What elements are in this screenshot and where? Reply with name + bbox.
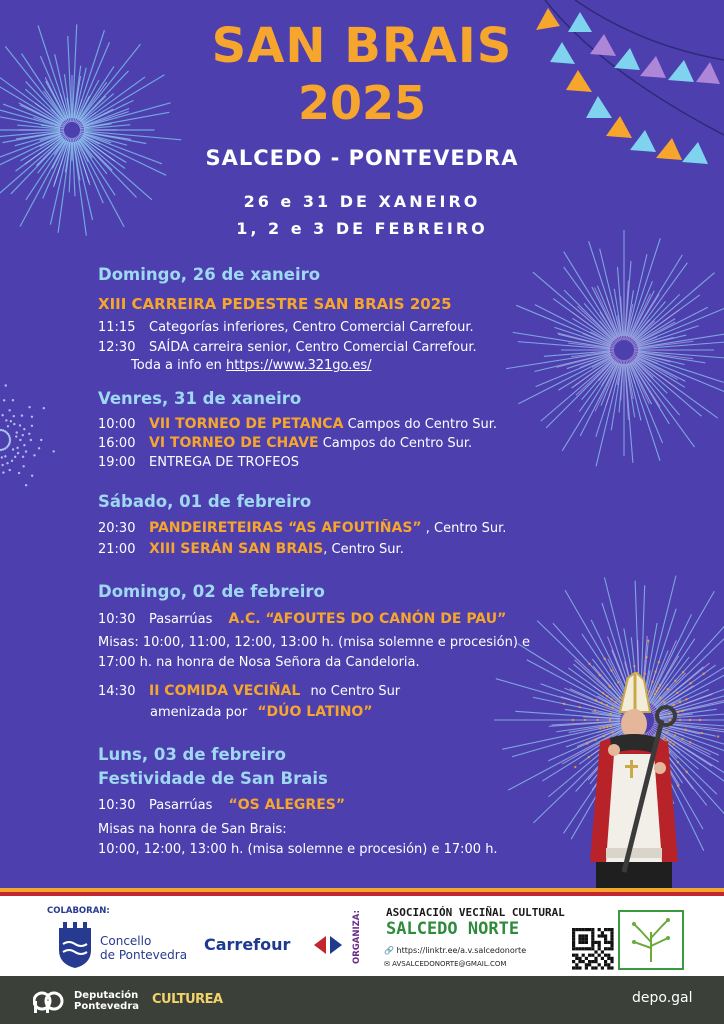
deputacion-logo-text	[74, 990, 139, 1012]
schedule-time: 10:30	[98, 798, 136, 813]
divider-stripe	[0, 888, 724, 902]
masses-line-1: Misas na honra de San Brais:	[98, 822, 287, 837]
event-title: SAN BRAIS	[211, 18, 513, 74]
schedule-text: Campos do Centro Sur.	[347, 417, 498, 432]
event-highlight: A.C. “AFOUTES DO CANÓN DE PAU”	[228, 611, 507, 627]
depo-logo[interactable]: depo.gal	[632, 990, 693, 1006]
dates-line-2: 1, 2 e 3 DE FEBREIRO	[236, 219, 488, 238]
event-highlight: VII TORNEO DE PETANCA	[149, 416, 344, 432]
association-email[interactable]: AVSALCEDONORTE@GMAIL.COM	[392, 960, 507, 968]
deputacion-logo-icon	[33, 988, 69, 1014]
schedule-text: ENTREGA DE TROFEOS	[149, 455, 299, 470]
schedule-text: Campos do Centro Sur.	[322, 436, 473, 451]
bottom-bar	[0, 976, 724, 1024]
schedule-row	[98, 320, 474, 335]
day-heading-5: Luns, 03 de febreiro	[98, 745, 286, 764]
mail-icon: ✉	[384, 960, 390, 968]
event-highlight: VI TORNEO DE CHAVE	[149, 435, 319, 451]
schedule-time: 19:00	[98, 455, 136, 470]
schedule-row	[98, 541, 404, 557]
schedule-row	[98, 797, 345, 813]
day-subheading-5: Festividade de San Brais	[98, 769, 328, 788]
schedule-time: 11:15	[98, 320, 136, 335]
schedule-time: 14:30	[98, 684, 136, 699]
schedule-row	[98, 520, 506, 536]
tree-icon	[620, 912, 682, 968]
event-year: 2025	[297, 76, 427, 130]
event-highlight: XIII SERÁN SAN BRAIS	[149, 541, 324, 557]
day-heading-1: Domingo, 26 de xaneiro	[98, 265, 321, 284]
carrefour-logo-icon	[310, 934, 346, 956]
schedule-text: no Centro Sur	[310, 684, 401, 699]
masses-line-2: 10:00, 12:00, 13:00 h. (misa solemne e procesión) e 17:00 h.	[98, 842, 498, 857]
event-highlight: PANDEIRETEIRAS “AS AFOUTIÑAS”	[149, 520, 422, 536]
firework-left-dots	[0, 384, 55, 494]
day-heading-4: Domingo, 02 de febreiro	[98, 582, 325, 601]
association-logo	[618, 910, 684, 970]
schedule-text: , Centro Sur.	[425, 521, 507, 536]
firework-right	[506, 230, 724, 466]
schedule-time: 10:30	[98, 612, 136, 627]
schedule-row	[98, 455, 299, 470]
association-link[interactable]: https://linktr.ee/a.v.salcedonorte	[396, 946, 527, 955]
concello-logo-text	[100, 934, 187, 962]
schedule-row	[98, 340, 477, 355]
schedule-time: 10:00	[98, 417, 136, 432]
info-link[interactable]: https://www.321go.es/	[226, 358, 372, 373]
schedule-text: , Centro Sur.	[323, 542, 404, 557]
event-location: SALCEDO - PONTEVEDRA	[205, 146, 519, 170]
event-race-title: XIII CARREIRA PEDESTRE SAN BRAIS 2025	[98, 295, 452, 313]
colaboran-label: COLABORAN:	[47, 906, 110, 916]
schedule-row	[98, 416, 497, 432]
concello-line-2: de Pontevedra	[100, 948, 188, 962]
organiza-label: ORGANIZA:	[352, 910, 362, 964]
schedule-text: SAÍDA carreira senior, Centro Comercial Carrefour.	[149, 340, 477, 355]
san-brais-statue-image	[570, 672, 690, 894]
cultura-logo: CULTUREA	[152, 992, 223, 1007]
schedule-time: 21:00	[98, 542, 136, 557]
association-email-row	[384, 960, 506, 968]
deputacion-line-2: Pontevedra	[74, 1001, 140, 1012]
schedule-text: Pasarrúas	[149, 798, 213, 813]
info-prefix: Toda a info en	[131, 358, 222, 373]
schedule-row	[98, 683, 400, 699]
link-icon: 🔗	[384, 946, 394, 955]
schedule-text: Categorías inferiores, Centro Comercial Carrefour.	[149, 320, 474, 335]
day-heading-3: Sábado, 01 de febreiro	[98, 492, 312, 511]
deputacion-line-1: Deputación	[74, 990, 139, 1001]
info-row	[131, 358, 372, 373]
schedule-row	[98, 611, 506, 627]
association-name: ASOCIACIÓN VECIÑAL CULTURAL	[386, 906, 565, 919]
schedule-time: 16:00	[98, 436, 136, 451]
schedule-row	[98, 435, 472, 451]
schedule-time: 12:30	[98, 340, 136, 355]
carrefour-logo-text: Carrefour	[204, 935, 291, 954]
schedule-row-continuation	[150, 704, 373, 720]
schedule-text: Pasarrúas	[149, 612, 213, 627]
schedule-time: 20:30	[98, 521, 136, 536]
day-heading-2: Venres, 31 de xaneiro	[98, 389, 302, 408]
association-link-row	[384, 946, 526, 955]
association-brand: SALCEDO NORTE	[386, 919, 520, 939]
event-highlight: “DÚO LATINO”	[257, 704, 373, 720]
qr-code-icon[interactable]	[572, 928, 614, 970]
concello-line-1: Concello	[100, 934, 152, 948]
concello-shield-icon	[57, 920, 93, 970]
event-highlight: “OS ALEGRES”	[228, 797, 346, 813]
masses-line-1: Misas: 10:00, 11:00, 12:00, 13:00 h. (misa solemne e procesión) e	[98, 635, 531, 650]
schedule-text: amenizada por	[150, 705, 248, 720]
sponsors-panel	[0, 902, 724, 976]
dates-line-1: 26 e 31 DE XANEIRO	[243, 192, 481, 211]
masses-line-2: 17:00 h. na honra de Nosa Señora da Candeloria.	[98, 655, 420, 670]
event-highlight: II COMIDA VECIÑAL	[149, 683, 301, 699]
